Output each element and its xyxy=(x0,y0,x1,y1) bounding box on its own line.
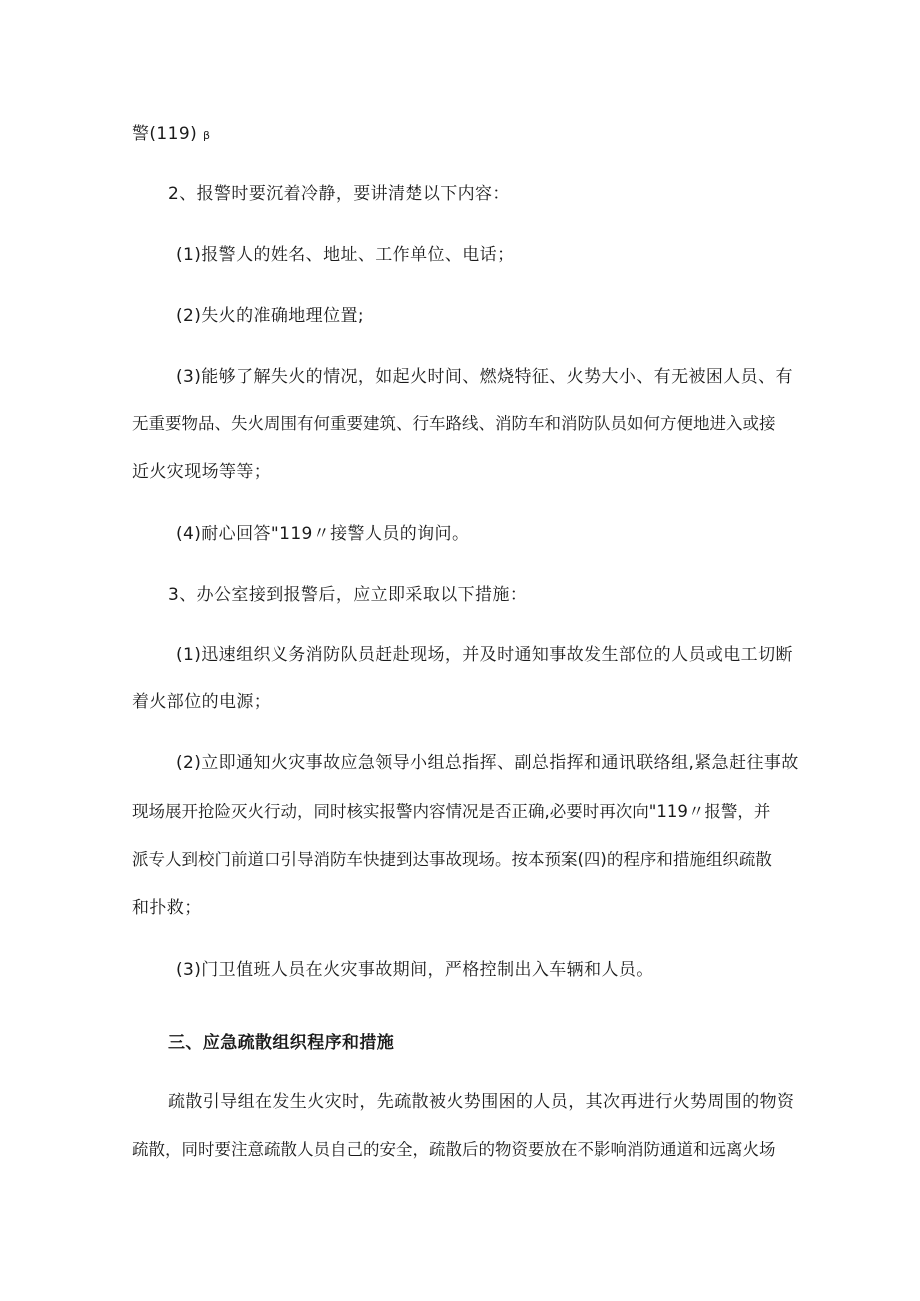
text-line-15: 和扑救； xyxy=(132,898,202,918)
text-line-19: 疏散，同时要注意疏散人员自己的安全，疏散后的物资要放在不影响消防通道和远离火场 xyxy=(132,1140,776,1159)
text-line-10: (1)迅速组织义务消防队员赶赴现场，并及时通知事故发生部位的人员或电工切断 xyxy=(176,645,793,665)
text-line-8: (4)耐心回答"119〃接警人员的询问。 xyxy=(176,524,470,544)
text-line-5: (3)能够了解失火的情况，如起火时间、燃烧特征、火势大小、有无被困人员、有 xyxy=(176,367,793,387)
text-line-1: 警(119) β xyxy=(132,124,211,144)
text-line-9: 3、办公室接到报警后，应立即采取以下措施： xyxy=(168,585,528,605)
section-heading: 三、应急疏散组织程序和措施 xyxy=(168,1033,395,1053)
text-line-14: 派专人到校门前道口引导消防车快捷到达事故现场。按本预案(四)的程序和措施组织疏散 xyxy=(132,850,772,869)
text-line-12: (2)立即通知火灾事故应急领导小组总指挥、副总指挥和通讯联络组,紧急赶往事故 xyxy=(176,753,799,773)
text-line-2: 2、报警时要沉着冷静，要讲清楚以下内容： xyxy=(168,184,510,204)
text-line-6: 无重要物品、失火周围有何重要建筑、行车路线、消防车和消防队员如何方便地进入或接 xyxy=(132,414,776,433)
stray-mark: β xyxy=(202,129,211,142)
text-line-18: 疏散引导组在发生火灾时，先疏散被火势围困的人员，其次再进行火势周围的物资 xyxy=(168,1092,795,1112)
text-line-4: (2)失火的准确地理位置; xyxy=(176,306,365,326)
text-line-13: 现场展开抢险灭火行动，同时核实报警内容情况是否正确,必要时再次向"119〃报警，并 xyxy=(132,802,771,821)
text-line-11: 着火部位的电源； xyxy=(132,692,272,712)
text-line-3: (1)报警人的姓名、地址、工作单位、电话； xyxy=(176,245,515,265)
text-line-7: 近火灾现场等等； xyxy=(132,462,272,482)
text-line-16: (3)门卫值班人员在火灾事故期间，严格控制出入车辆和人员。 xyxy=(176,960,654,980)
